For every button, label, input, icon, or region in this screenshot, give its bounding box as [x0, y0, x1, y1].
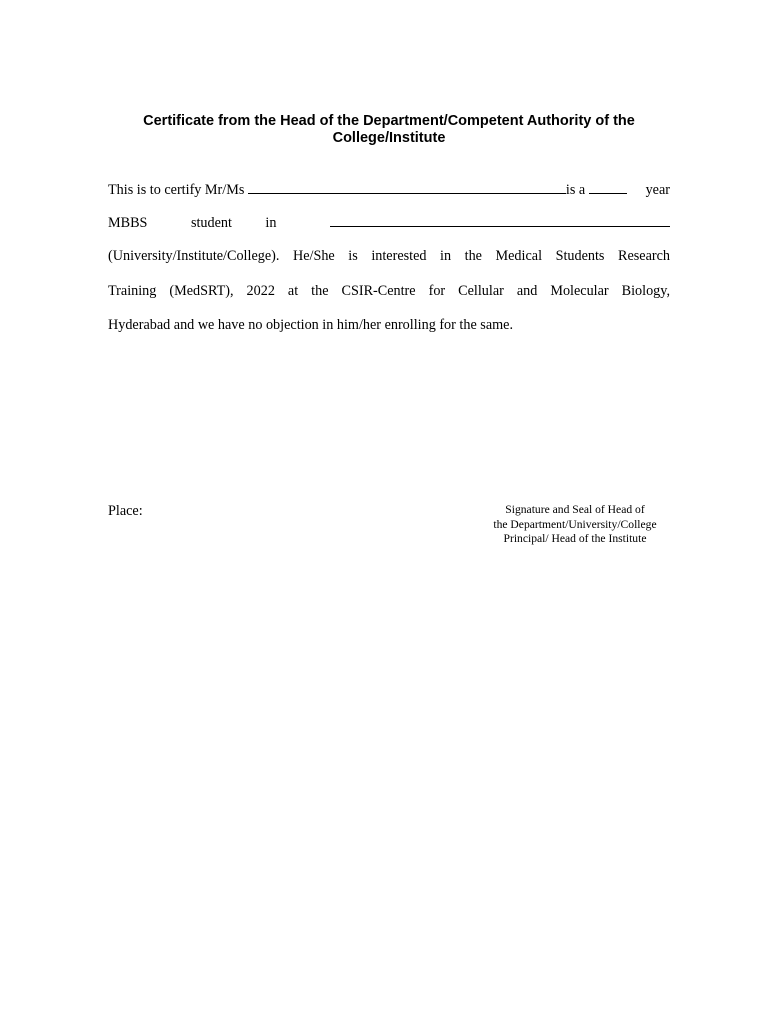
- place-label: Place:: [108, 503, 143, 519]
- title-line-2: College/Institute: [332, 130, 446, 146]
- year-text: year: [645, 182, 670, 198]
- signature-line-2: the Department/University/College: [493, 517, 657, 531]
- student-text: student: [190, 215, 232, 231]
- document-title: [108, 113, 670, 147]
- year-blank[interactable]: [589, 181, 627, 194]
- in-text: in: [265, 215, 277, 231]
- certify-prefix: This is to certify Mr/Ms: [108, 182, 245, 198]
- body-line-5: Hyderabad and we have no objection in him/her enrolling for the same.: [108, 317, 514, 333]
- signature-line-1: Signature and Seal of Head of: [505, 503, 645, 516]
- title-line-1: Certificate from the Head of the Department/Competent Authority of the: [143, 113, 635, 129]
- student-name-blank[interactable]: [248, 181, 566, 194]
- certify-line: [108, 181, 670, 199]
- mbbs-line: [108, 214, 670, 232]
- institution-blank[interactable]: [330, 214, 670, 227]
- signature-block: [470, 503, 680, 547]
- body-line-3: (University/Institute/College). He/She is interested in the Medical Students Research: [108, 248, 670, 264]
- body-line-4: Training (MedSRT), 2022 at the CSIR-Centre for Cellular and Molecular Biology,: [108, 283, 670, 299]
- mbbs-text: MBBS: [108, 215, 148, 231]
- signature-line-3: Principal/ Head of the Institute: [503, 532, 647, 545]
- is-a-text: is a: [565, 182, 586, 198]
